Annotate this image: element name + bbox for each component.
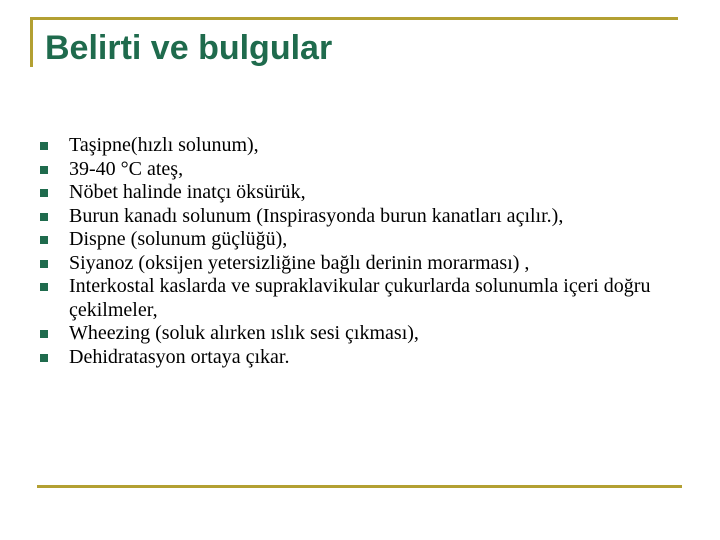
list-item xyxy=(40,346,680,370)
square-bullet-icon xyxy=(40,166,48,174)
list-item xyxy=(40,322,680,346)
list-item-text: Interkostal kaslarda ve supraklavikular çukurlarda solunumla içeri doğru çekilmeler, xyxy=(69,275,651,321)
square-bullet-icon xyxy=(40,213,48,221)
list-item xyxy=(40,252,680,276)
square-bullet-icon xyxy=(40,142,48,150)
list-item-text: 39-40 °C ateş, xyxy=(69,157,184,180)
list-item-text: Burun kanadı solunum (Inspirasyonda burun kanatları açılır.), xyxy=(69,204,564,227)
square-bullet-icon xyxy=(40,283,48,291)
title-frame-top-rule xyxy=(30,17,678,20)
square-bullet-icon xyxy=(40,236,48,244)
list-item xyxy=(40,158,680,182)
square-bullet-icon xyxy=(40,189,48,197)
list-item-text: Dehidratasyon ortaya çıkar. xyxy=(69,345,290,368)
list-item xyxy=(40,181,680,205)
bottom-divider-rule xyxy=(37,485,682,488)
list-item xyxy=(40,228,680,252)
title-frame-left-rule xyxy=(30,17,33,67)
list-item-text: Wheezing (soluk alırken ıslık sesi çıkması), xyxy=(69,322,419,344)
square-bullet-icon xyxy=(40,354,48,362)
list-item xyxy=(40,275,680,322)
list-item-text: Taşipne(hızlı solunum), xyxy=(69,134,259,156)
list-item-text: Nöbet halinde inatçı öksürük, xyxy=(69,181,306,203)
list-item-text: Siyanoz (oksijen yetersizliğine bağlı derinin morarması) , xyxy=(69,251,530,274)
square-bullet-icon xyxy=(40,260,48,268)
bullet-list xyxy=(40,134,680,369)
square-bullet-icon xyxy=(40,330,48,338)
list-item xyxy=(40,205,680,229)
slide-title: Belirti ve bulgular xyxy=(45,29,333,67)
list-item-text: Dispne (solunum güçlüğü), xyxy=(69,228,288,250)
list-item xyxy=(40,134,680,158)
